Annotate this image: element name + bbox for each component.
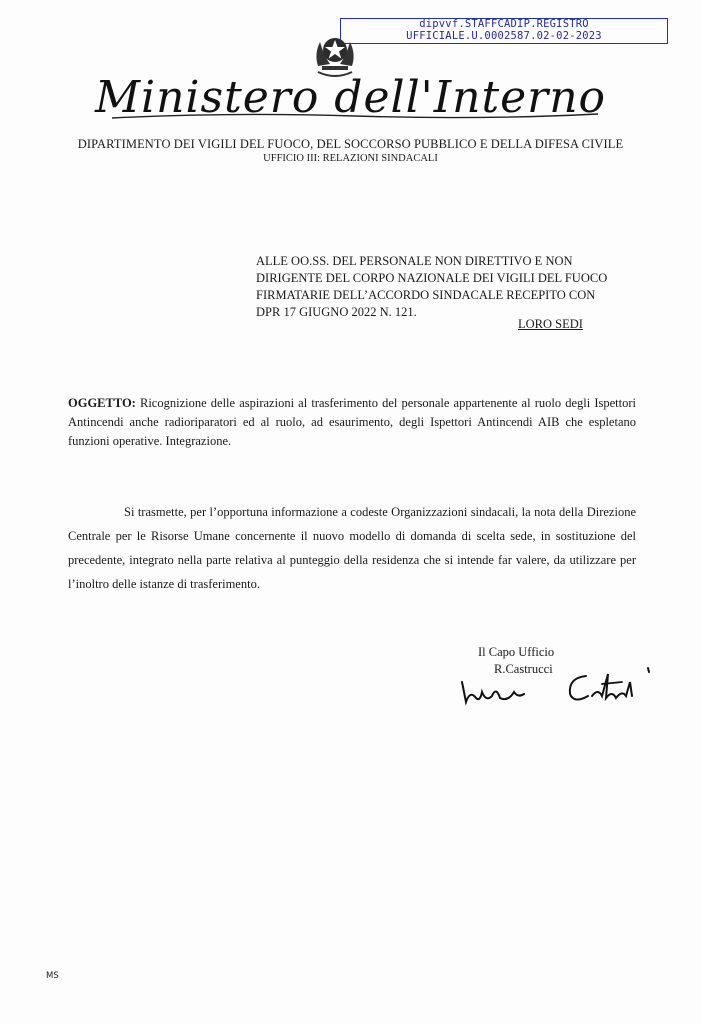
office-name: UFFICIO III: RELAZIONI SINDACALI (263, 153, 438, 164)
recipient-line: FIRMATARIE DELL’ACCORDO SINDACALE RECEPITO CON (256, 288, 596, 302)
subject-text: Ricognizione delle aspirazioni al trasferimento del personale appartenente al ruolo degli Ispettori Antincendi anche radioriparatori ed al ruolo, ad esaurimento, degli Ispettori Antincendi AIB che espletano funzioni operative. Integrazione. (68, 396, 637, 448)
signatory-name: R.Castrucci (494, 662, 553, 676)
protocol-line-1: dipvvf.STAFFCADIP.REGISTRO (419, 18, 589, 30)
recipient-line: ALLE OO.SS. DEL PERSONALE NON DIRETTIVO E NON (256, 254, 573, 268)
title-flourish (110, 110, 600, 122)
recipient-line: DIRIGENTE DEL CORPO NAZIONALE DEI VIGILI DEL FUOCO (256, 271, 608, 285)
loro-sedi: LORO SEDI (518, 317, 583, 331)
author-initials: MS (46, 971, 59, 981)
ministry-title: Ministero dell'Interno (94, 72, 607, 123)
protocol-line-2: UFFICIALE.U.0002587.02-02-2023 (406, 29, 602, 42)
subject-label: OGGETTO: (68, 396, 136, 410)
protocol-stamp (340, 18, 668, 44)
republic-emblem-icon (312, 26, 358, 78)
department-name: DIPARTIMENTO DEI VIGILI DEL FUOCO, DEL SOCCORSO PUBBLICO E DELLA DIFESA CIVILE (77, 137, 624, 151)
handwritten-signature (452, 652, 662, 708)
body-paragraph: Si trasmette, per l’opportuna informazione a codeste Organizzazioni sindacali, la nota della Direzione Centrale per le Risorse Umane concernente il nuovo modello di domanda di scelta sede, in sostituzione del precedente, integrato nella parte relativa al punteggio della residenza che si intende far valere, da utilizzare per l’inoltro delle istanze di trasferimento. (68, 505, 636, 591)
subject-paragraph (68, 394, 636, 451)
recipient-line: DPR 17 GIUGNO 2022 N. 121. (256, 305, 417, 319)
signatory-role: Il Capo Ufficio (478, 645, 555, 659)
recipient-block (256, 253, 648, 321)
